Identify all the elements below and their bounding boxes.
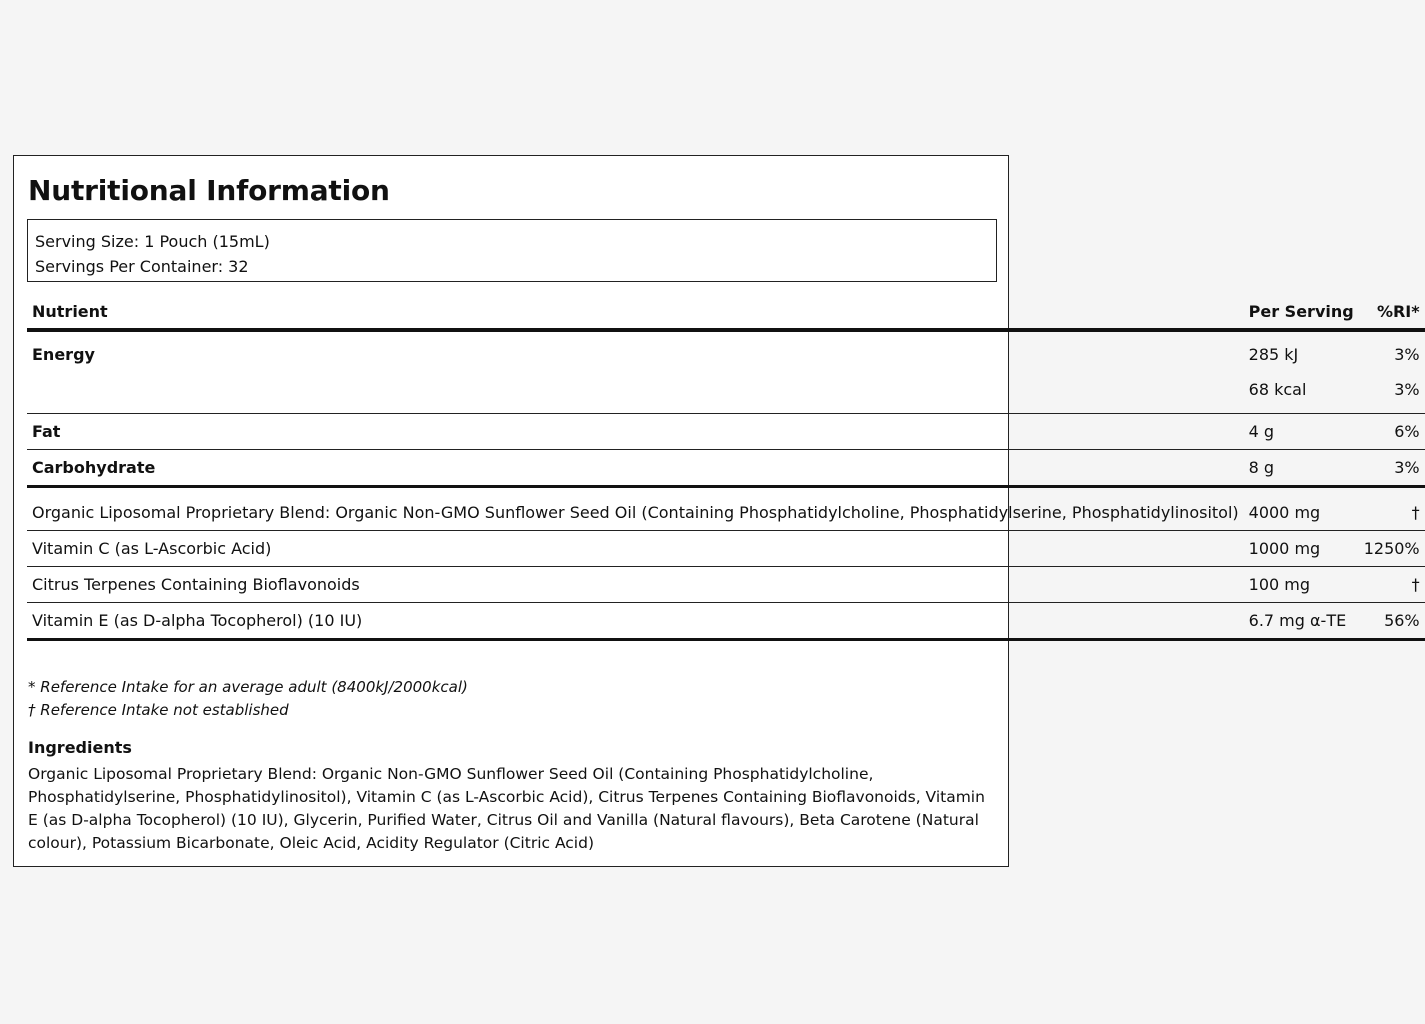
ri-value: 56% [1359, 603, 1425, 640]
per-serving-value: 4 g [1244, 414, 1359, 450]
table-row [27, 567, 1425, 603]
ri-value: 1250% [1359, 531, 1425, 567]
nutrient-name: Vitamin E (as D-alpha Tocopherol) (10 IU) [27, 603, 1244, 640]
nutrient-name: Vitamin C (as L-Ascorbic Acid) [27, 531, 1244, 567]
table-header-row [27, 295, 1425, 330]
table-row [27, 531, 1425, 567]
table-row [27, 414, 1425, 450]
table-row [27, 603, 1425, 640]
table-row [27, 330, 1425, 378]
per-serving-value: 6.7 mg α-TE [1244, 603, 1359, 640]
ri-value: 3% [1359, 450, 1425, 487]
nutrient-name: Carbohydrate [27, 450, 1244, 487]
label-title: Nutritional Information [28, 174, 390, 207]
nutrition-label [13, 155, 1420, 867]
footnote-not-established: † Reference Intake not established [28, 701, 289, 719]
table-row [27, 450, 1425, 487]
per-serving-value: 100 mg [1244, 567, 1359, 603]
header-ri: %RI* [1359, 295, 1425, 330]
footnotes [28, 676, 468, 722]
nutrient-table [27, 295, 1425, 641]
ri-value: 6% [1359, 414, 1425, 450]
serving-size: Serving Size: 1 Pouch (15mL) [35, 232, 270, 251]
header-per-serving: Per Serving [1244, 295, 1359, 330]
per-serving-value: 285 kJ [1248, 345, 1299, 364]
nutrient-name: Energy [32, 345, 95, 364]
header-nutrient: Nutrient [27, 295, 1244, 330]
per-serving-value: 1000 mg [1244, 531, 1359, 567]
ingredients-text: Organic Liposomal Proprietary Blend: Organic Non-GMO Sunflower Seed Oil (Containing Phosphatidylcholine, Phosphatidylserine, Phosphatidylinositol), Vitamin C (as L-Ascorbic Acid), Citrus Terpenes Containing Bioflavonoids, Vitamin E (as D-alpha Tocopherol) (10 IU), Glycerin, Purified Water, Citrus Oil and Vanilla (Natural flavours), Beta Carotene (Natural colour), Potassium Bicarbonate, Oleic Acid, Acidity Regulator (Citric Acid) [28, 765, 985, 852]
per-serving-value: 68 kcal [1248, 380, 1307, 399]
per-serving-value: 4000 mg [1244, 487, 1359, 531]
table-row [27, 378, 1425, 414]
table-row [27, 487, 1425, 531]
nutrient-name: Fat [27, 414, 1244, 450]
ri-value: † [1359, 567, 1425, 603]
servings-per-container: Servings Per Container: 32 [35, 257, 249, 276]
ri-value: 3% [1394, 380, 1420, 399]
per-serving-value: 8 g [1244, 450, 1359, 487]
nutrient-name: Citrus Terpenes Containing Bioflavonoids [27, 567, 1244, 603]
serving-info-box [27, 219, 997, 282]
ri-value: † [1359, 487, 1425, 531]
footnote-reference-intake: * Reference Intake for an average adult (8400kJ/2000kcal) [28, 678, 468, 696]
nutrient-name [27, 378, 1244, 414]
nutrient-name: Organic Liposomal Proprietary Blend: Organic Non-GMO Sunflower Seed Oil (Containing Phosphatidylcholine, Phosphatidylserine, Phosphatidylinositol) [27, 487, 1244, 531]
ingredients-heading: Ingredients [28, 738, 132, 757]
ri-value: 3% [1394, 345, 1420, 364]
